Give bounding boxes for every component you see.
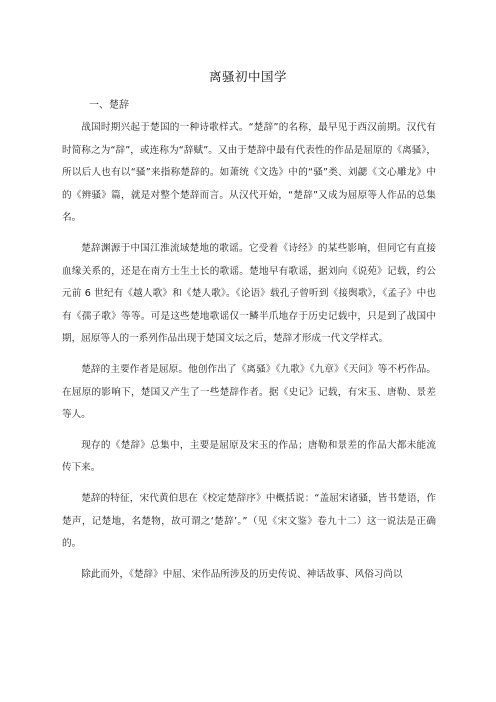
paragraph: 楚辞渊源于中国江淮流域楚地的歌谣。它受着《诗经》的某些影响，但同它有直接血缘关系的，还是在南方土生土长的歌谣。楚地早有歌谣，据刘向《说苑》记载，约公元前 6 世纪有《越人歌》和《楚人歌》。《论语》载孔子曾听到《接舆歌》，《孟子》中也有《孺子歌》等等。可是这些楚地歌谣仅一鳞半爪地存于历史记载中，只是到了战国中期，屈原等人的一系列作品出现于楚国文坛之后，楚辞才形成一代文学样式。 — [62, 242, 436, 345]
paragraph: 楚辞的主要作者是屈原。他创作出了《离骚》《九歌》《九章》《天问》等不朽作品。在屈原的影响下，楚国又产生了一些楚辞作者。据《史记》记载，有宋玉、唐勒、景差等人。 — [62, 363, 436, 421]
section-heading: 一、楚辞 — [89, 100, 129, 111]
paragraph: 现存的《楚辞》总集中，主要是屈原及宋玉的作品；唐勒和景差的作品大都未能流传下来。 — [62, 439, 436, 474]
paragraph: 楚辞的特征，宋代黄伯思在《校定楚辞序》中概括说：“盖屈宋诸骚，皆书楚语，作楚声，记楚地，名楚物，故可谓之‘楚辞’。”（见《宋文鉴》卷九十二）这一说法是正确的。 — [62, 492, 436, 550]
document-body — [62, 117, 436, 594]
document-title: 离骚初中国学 — [208, 69, 287, 84]
paragraph: 战国时期兴起于楚国的一种诗歌样式。“楚辞”的名称，最早见于西汉前期。汉代有时简称之为“辞”，或连称为“辞赋”。又由于楚辞中最有代表性的作品是屈原的《离骚》，所以后人也有以“骚”来指称楚辞的。如萧统《文选》中的“骚”类、刘勰《文心雕龙》中的《辨骚》篇，就是对整个楚辞而言。从汉代开始，“楚辞”又成为屈原等人作品的总集名。 — [62, 122, 436, 224]
paragraph: 除此而外，《楚辞》中屈、宋作品所涉及的历史传说、神话故事、风俗习尚以 — [81, 568, 403, 580]
